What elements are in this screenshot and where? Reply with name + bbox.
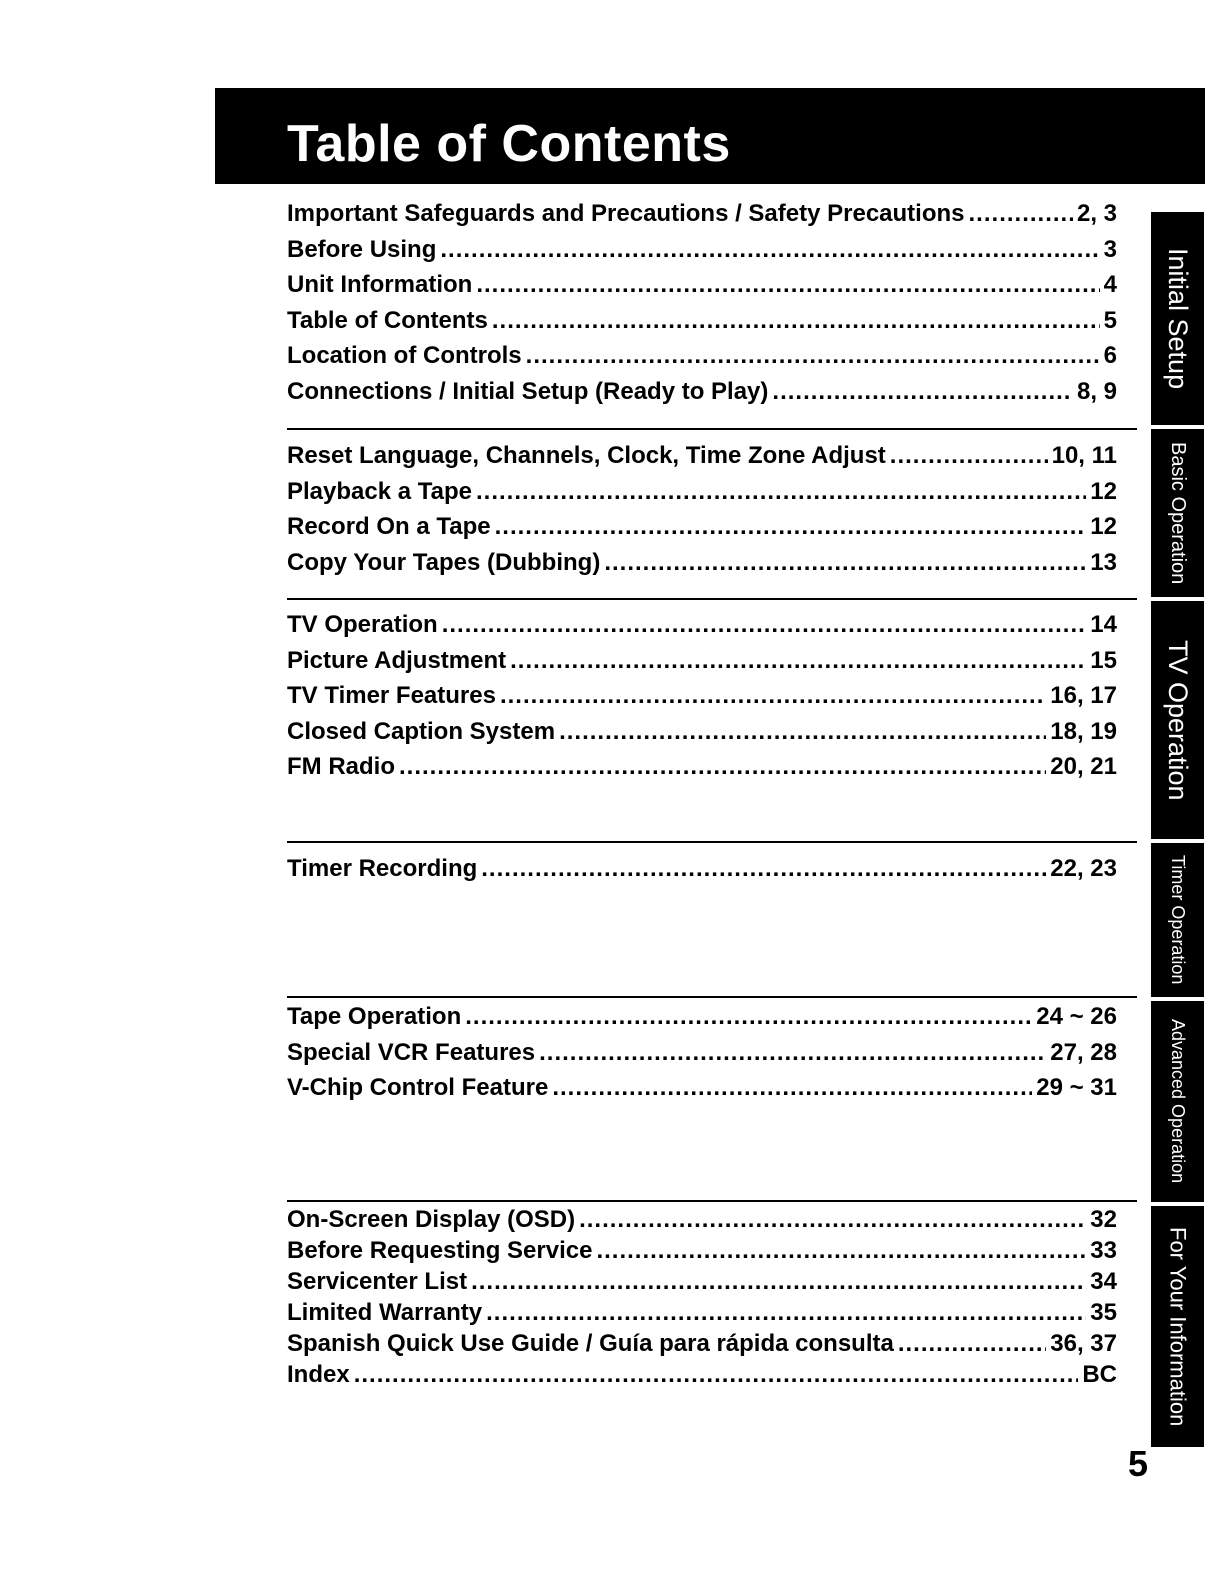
toc-entry-title: Table of Contents xyxy=(287,306,488,334)
dot-leader xyxy=(399,753,1046,781)
toc-entry[interactable] xyxy=(287,611,1117,647)
toc-entry-title: Important Safeguards and Precautions / Safety Precautions xyxy=(287,200,965,227)
toc-entry[interactable] xyxy=(287,647,1117,683)
dot-leader xyxy=(890,442,1048,470)
tab-label: TV Operation xyxy=(1163,639,1193,801)
toc-entry-page: BC xyxy=(1082,1361,1117,1388)
toc-entry[interactable] xyxy=(287,342,1117,378)
toc-entry-page: 14 xyxy=(1090,611,1117,638)
toc-entry[interactable] xyxy=(287,1237,1117,1268)
toc-entry[interactable] xyxy=(287,442,1117,478)
toc-entry-page: 12 xyxy=(1090,513,1117,540)
dot-leader xyxy=(596,1237,1086,1265)
toc-section-basic-operation xyxy=(287,442,1117,584)
section-divider xyxy=(287,996,1137,998)
section-divider xyxy=(287,598,1137,600)
toc-entry-title: On-Screen Display (OSD) xyxy=(287,1206,576,1233)
toc-entry-page: 35 xyxy=(1090,1299,1117,1326)
toc-section-tv-operation xyxy=(287,611,1117,789)
toc-entry[interactable] xyxy=(287,200,1117,236)
toc-entry[interactable] xyxy=(287,478,1117,514)
toc-entry-page: 34 xyxy=(1090,1268,1117,1295)
dot-leader xyxy=(492,307,1100,335)
section-divider xyxy=(287,428,1137,430)
toc-entry-page: 4 xyxy=(1103,271,1117,298)
toc-entry-title: Servicenter List xyxy=(287,1268,468,1295)
toc-entry-title: Spanish Quick Use Guide / Guía para rápida consulta xyxy=(287,1330,894,1357)
toc-entry-title: Playback a Tape xyxy=(287,477,472,505)
toc-entry-title: Limited Warranty xyxy=(287,1299,483,1326)
toc-section-for-your-information xyxy=(287,1206,1117,1392)
toc-entry-title: Location of Controls xyxy=(287,342,522,369)
toc-entry-title: Before Requesting Service xyxy=(287,1237,593,1264)
toc-entry[interactable] xyxy=(287,271,1117,307)
tab-timer-operation[interactable] xyxy=(1151,843,1204,997)
toc-entry-page: 24 ~ 26 xyxy=(1036,1003,1117,1030)
section-divider xyxy=(287,841,1137,843)
toc-entry[interactable] xyxy=(287,1299,1117,1330)
toc-entry[interactable] xyxy=(287,378,1117,414)
dot-leader xyxy=(510,647,1086,675)
toc-entry-page: 22, 23 xyxy=(1050,855,1117,882)
dot-leader xyxy=(604,549,1086,577)
dot-leader xyxy=(539,1039,1046,1067)
dot-leader xyxy=(465,1003,1032,1031)
dot-leader xyxy=(500,682,1046,710)
toc-entry[interactable] xyxy=(287,1074,1117,1110)
page-title: Table of Contents xyxy=(287,115,731,173)
toc-entry-title: Copy Your Tapes (Dubbing) xyxy=(287,548,601,576)
toc-entry[interactable] xyxy=(287,1361,1117,1392)
toc-entry[interactable] xyxy=(287,855,1117,891)
dot-leader xyxy=(898,1330,1046,1358)
toc-entry-page: 16, 17 xyxy=(1050,682,1117,709)
toc-entry-page: 6 xyxy=(1103,342,1117,369)
toc-entry-page: 3 xyxy=(1103,235,1117,263)
toc-section-timer-operation xyxy=(287,855,1117,891)
toc-entry-title: Before Using xyxy=(287,235,437,263)
tab-basic-operation[interactable] xyxy=(1151,429,1204,597)
toc-entry-title: Index xyxy=(287,1361,350,1388)
dot-leader xyxy=(486,1299,1086,1327)
toc-entry-title: Connections / Initial Setup (Ready to Play) xyxy=(287,377,769,405)
tab-tv-operation[interactable] xyxy=(1151,601,1204,839)
toc-entry-page: 2, 3 xyxy=(1076,200,1117,227)
dot-leader xyxy=(354,1361,1079,1389)
dot-leader xyxy=(772,378,1073,406)
toc-entry-title: Timer Recording xyxy=(287,855,478,882)
toc-entry[interactable] xyxy=(287,236,1117,272)
dot-leader xyxy=(476,271,1099,299)
toc-entry-page: 36, 37 xyxy=(1050,1330,1117,1357)
dot-leader xyxy=(559,718,1046,746)
toc-entry-page: 12 xyxy=(1090,477,1117,505)
dot-leader xyxy=(471,1268,1086,1296)
toc-entry[interactable] xyxy=(287,682,1117,718)
toc-entry-page: 27, 28 xyxy=(1050,1038,1117,1066)
toc-entry-title: FM Radio xyxy=(287,753,395,780)
toc-entry[interactable] xyxy=(287,1206,1117,1237)
toc-entry-page: 32 xyxy=(1090,1206,1117,1233)
toc-entry-page: 10, 11 xyxy=(1051,442,1117,469)
toc-entry-title: TV Operation xyxy=(287,611,438,638)
dot-leader xyxy=(495,513,1087,541)
toc-entry[interactable] xyxy=(287,307,1117,343)
page-number: 5 xyxy=(1128,1443,1149,1484)
toc-entry[interactable] xyxy=(287,1039,1117,1075)
title-banner xyxy=(215,88,1205,184)
toc-entry-title: Closed Caption System xyxy=(287,717,556,745)
toc-entry[interactable] xyxy=(287,1003,1117,1039)
dot-leader xyxy=(476,478,1086,506)
toc-entry-title: V-Chip Control Feature xyxy=(287,1074,549,1101)
section-tabs xyxy=(1151,212,1204,1447)
dot-leader xyxy=(579,1206,1086,1234)
toc-entry-title: Record On a Tape xyxy=(287,513,491,540)
dot-leader xyxy=(442,611,1087,639)
toc-entry[interactable] xyxy=(287,549,1117,585)
tab-initial-setup[interactable] xyxy=(1151,212,1204,425)
toc-entry-title: Picture Adjustment xyxy=(287,646,507,674)
toc-section-advanced-operation xyxy=(287,1003,1117,1110)
toc-entry-title: TV Timer Features xyxy=(287,682,496,709)
tab-for-your-information[interactable] xyxy=(1151,1206,1204,1447)
dot-leader xyxy=(440,236,1099,264)
toc-entry[interactable] xyxy=(287,753,1117,789)
tab-advanced-operation[interactable] xyxy=(1151,1001,1204,1202)
toc-entry[interactable] xyxy=(287,718,1117,754)
tab-label: For Your Information xyxy=(1165,1226,1191,1427)
toc-entry[interactable] xyxy=(287,1330,1117,1361)
toc-entry-title: Special VCR Features xyxy=(287,1038,536,1066)
dot-leader xyxy=(969,200,1073,228)
toc-entry-page: 20, 21 xyxy=(1050,753,1117,780)
toc-section-initial-setup xyxy=(287,200,1117,413)
toc-entry-title: Tape Operation xyxy=(287,1003,462,1030)
toc-entry-page: 33 xyxy=(1090,1237,1117,1264)
toc-entry-title: Reset Language, Channels, Clock, Time Zone Adjust xyxy=(287,442,886,469)
toc-entry-page: 29 ~ 31 xyxy=(1036,1074,1117,1101)
toc-entry-page: 5 xyxy=(1103,306,1117,334)
toc-entry-title: Unit Information xyxy=(287,271,473,298)
tab-label: Advanced Operation xyxy=(1168,1019,1188,1184)
section-divider xyxy=(287,1200,1137,1202)
dot-leader xyxy=(552,1074,1032,1102)
toc-entry-page: 15 xyxy=(1090,646,1117,674)
toc-entry[interactable] xyxy=(287,1268,1117,1299)
toc-entry-page: 13 xyxy=(1090,548,1117,576)
tab-label: Initial Setup xyxy=(1163,247,1193,390)
toc-entry-page: 18, 19 xyxy=(1050,717,1117,745)
dot-leader xyxy=(526,342,1100,370)
tab-label: Basic Operation xyxy=(1167,441,1189,585)
dot-leader xyxy=(481,855,1046,883)
tab-label: Timer Operation xyxy=(1168,855,1188,985)
toc-entry-page: 8, 9 xyxy=(1076,377,1117,405)
toc-entry[interactable] xyxy=(287,513,1117,549)
